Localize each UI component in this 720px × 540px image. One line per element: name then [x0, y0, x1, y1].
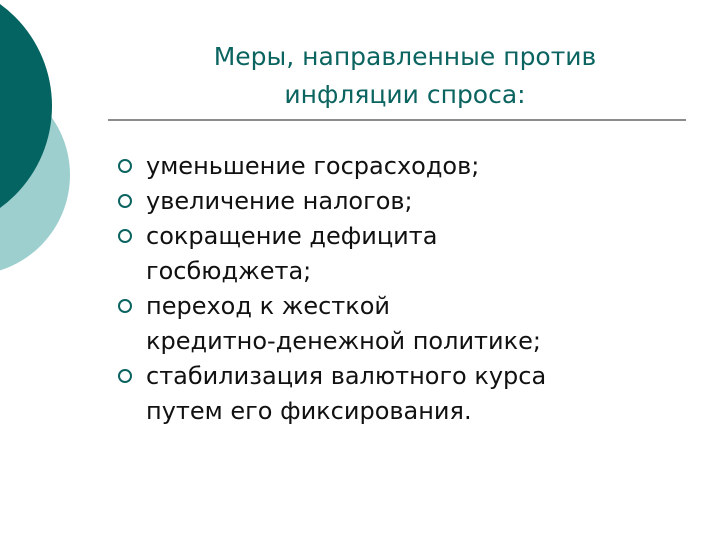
bullet-text: увеличение налогов; — [146, 187, 413, 215]
bullet-circle-icon — [118, 194, 132, 208]
bullet-text: сокращение дефицита — [146, 222, 438, 250]
bullet-item — [118, 289, 698, 359]
bullet-item — [118, 184, 698, 219]
title-line: инфляции спроса: — [284, 80, 526, 109]
bullet-text: стабилизация валютного курса — [146, 362, 547, 390]
bullet-circle-icon — [118, 159, 132, 173]
bullet-circle-icon — [118, 299, 132, 313]
bullet-text: переход к жесткой — [146, 292, 391, 320]
bullet-text: уменьшение госрасходов; — [146, 152, 480, 180]
bullet-item — [118, 219, 698, 289]
title-divider — [108, 119, 686, 121]
bullet-circle-icon — [118, 229, 132, 243]
bullet-item — [118, 149, 698, 184]
bullet-circle-icon — [118, 369, 132, 383]
bullet-text: путем его фиксирования. — [146, 397, 472, 425]
bullet-text: кредитно-денежной политике; — [146, 327, 541, 355]
slide-title — [110, 38, 700, 114]
bullet-item — [118, 359, 698, 429]
title-line: Меры, направленные против — [213, 42, 597, 71]
bullet-list — [118, 149, 698, 429]
bullet-text: госбюджета; — [146, 257, 312, 285]
